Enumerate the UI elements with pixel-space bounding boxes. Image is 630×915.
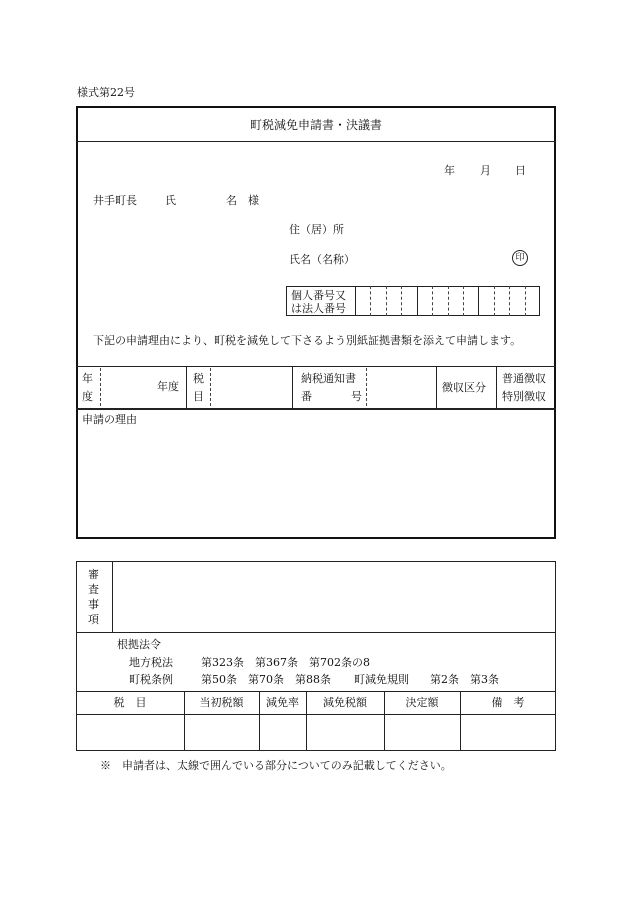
collection-option-special[interactable]: 特別徴収 bbox=[502, 390, 546, 403]
reason-field[interactable] bbox=[80, 430, 552, 535]
reason-label: 申請の理由 bbox=[82, 413, 137, 426]
review-divider bbox=[112, 561, 113, 632]
review-char-2: 査 bbox=[88, 583, 99, 596]
addressee-sama: 様 bbox=[248, 194, 259, 207]
id-digit-divider bbox=[448, 286, 449, 316]
id-digit-divider bbox=[478, 286, 479, 316]
notice-divider bbox=[436, 366, 437, 408]
id-label-1: 個人番号又 bbox=[291, 289, 346, 302]
id-digit-divider bbox=[386, 286, 387, 316]
id-digit-divider bbox=[494, 286, 495, 316]
date-day: 日 bbox=[515, 164, 526, 177]
id-digit-divider bbox=[432, 286, 433, 316]
remarks-cell[interactable] bbox=[462, 716, 554, 749]
id-divider bbox=[355, 286, 356, 316]
legal-law-name: 地方税法 bbox=[129, 656, 173, 669]
row-top-border bbox=[76, 366, 556, 367]
review-bottom-border bbox=[76, 632, 556, 633]
zeimoku-field[interactable] bbox=[212, 368, 290, 406]
nendo-value: 年度 bbox=[157, 380, 179, 393]
zeimoku-label-2: 目 bbox=[193, 390, 204, 403]
notice-dash bbox=[366, 368, 367, 406]
form-number: 様式第22号 bbox=[77, 86, 135, 99]
review-char-3: 事 bbox=[88, 598, 99, 611]
collection-label: 徴収区分 bbox=[442, 381, 486, 394]
row-bottom-border bbox=[76, 408, 556, 410]
review-char-1: 審 bbox=[88, 568, 99, 581]
nendo-label-1: 年 bbox=[82, 372, 93, 385]
remarks-header: 備 考 bbox=[491, 696, 525, 709]
id-digit-divider bbox=[525, 286, 526, 316]
notice-label-1: 納税通知書 bbox=[301, 372, 356, 385]
addressee-mei: 名 bbox=[226, 194, 237, 207]
collection-divider bbox=[496, 366, 497, 408]
id-digit-divider bbox=[370, 286, 371, 316]
address-label: 住（居）所 bbox=[289, 223, 344, 236]
id-digit-divider bbox=[417, 286, 418, 316]
name-field[interactable] bbox=[360, 248, 500, 270]
seal-mark: 印 bbox=[512, 250, 528, 266]
nendo-field[interactable] bbox=[102, 368, 154, 406]
table-header-border bbox=[76, 714, 556, 715]
zeimoku-dash bbox=[210, 368, 211, 406]
notice-number-field[interactable] bbox=[368, 368, 434, 406]
title-divider bbox=[76, 141, 556, 142]
tax-item-header: 税 目 bbox=[113, 696, 147, 709]
nendo-divider bbox=[186, 366, 187, 408]
table-top-border bbox=[76, 691, 556, 692]
legal-law-items: 第323条 第367条 第702条の8 bbox=[201, 656, 370, 669]
reduction-rate-cell[interactable] bbox=[261, 716, 304, 749]
date-month: 月 bbox=[480, 164, 491, 177]
addressee-shi: 氏 bbox=[165, 194, 176, 207]
notice-label-2a: 番 bbox=[301, 390, 312, 403]
decided-amount-header: 決定額 bbox=[405, 696, 439, 709]
review-field[interactable] bbox=[114, 563, 554, 630]
id-digit-divider bbox=[509, 286, 510, 316]
statement-text: 下記の申請理由により、町税を減免して下さるよう別紙証拠書類を添えて申請します。 bbox=[93, 334, 522, 347]
reduction-amount-header: 減免税額 bbox=[323, 696, 367, 709]
address-field[interactable] bbox=[345, 218, 535, 240]
decided-amount-cell[interactable] bbox=[386, 716, 458, 749]
tax-item-cell[interactable] bbox=[78, 716, 182, 749]
collection-option-normal[interactable]: 普通徴収 bbox=[502, 372, 546, 385]
initial-tax-header: 当初税額 bbox=[199, 696, 244, 709]
notice-label-2b: 号 bbox=[351, 390, 362, 403]
reduction-rate-header: 減免率 bbox=[266, 696, 299, 709]
id-digit-divider bbox=[401, 286, 402, 316]
zeimoku-label-1: 税 bbox=[193, 372, 204, 385]
date-year: 年 bbox=[444, 164, 455, 177]
legal-rule-items: 第2条 第3条 bbox=[430, 673, 499, 686]
initial-tax-cell[interactable] bbox=[186, 716, 257, 749]
legal-rule-name: 町減免規則 bbox=[354, 673, 409, 686]
reduction-amount-cell[interactable] bbox=[308, 716, 382, 749]
nendo-dash bbox=[100, 368, 101, 406]
id-digit-divider bbox=[463, 286, 464, 316]
review-char-4: 項 bbox=[88, 613, 99, 626]
id-label-2: は法人番号 bbox=[291, 302, 346, 315]
form-title: 町税減免申請書・決議書 bbox=[249, 118, 382, 132]
name-label: 氏名（名称） bbox=[289, 253, 355, 266]
footnote: ※ 申請者は、太線で囲んでいる部分についてのみ記載してください。 bbox=[100, 759, 452, 772]
zeimoku-divider bbox=[292, 366, 293, 408]
legal-ordinance-name: 町税条例 bbox=[129, 673, 173, 686]
addressee-title: 井手町長 bbox=[93, 194, 137, 207]
nendo-label-2: 度 bbox=[82, 390, 93, 403]
legal-ordinance-items: 第50条 第70条 第88条 bbox=[201, 673, 331, 686]
legal-heading: 根拠法令 bbox=[117, 638, 161, 651]
